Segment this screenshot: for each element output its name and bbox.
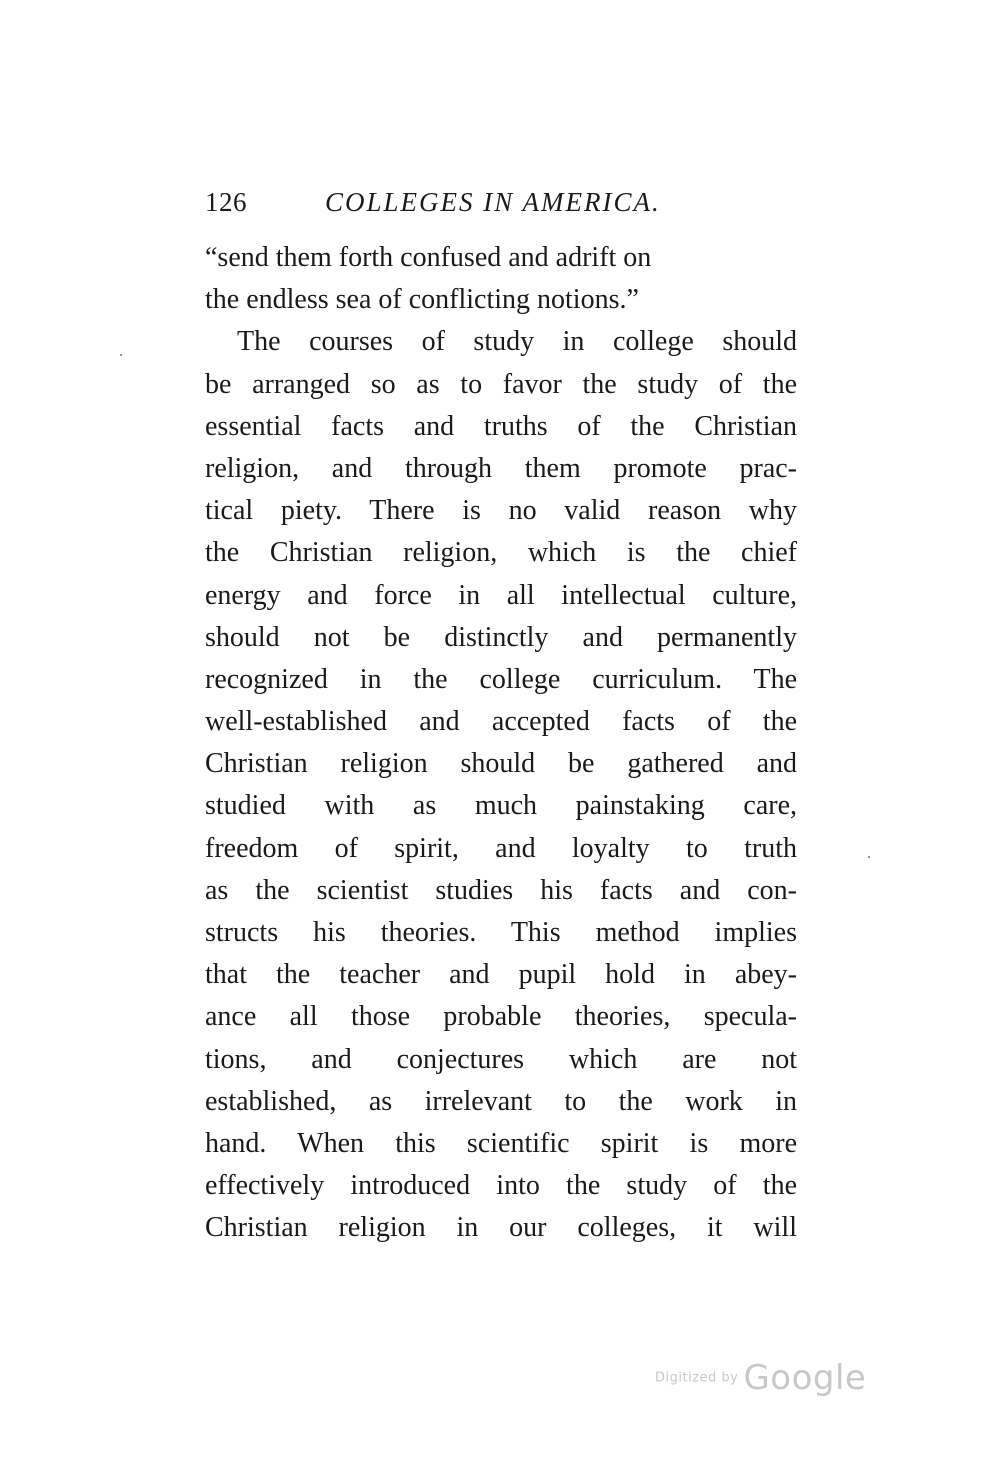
- text-line: well-established and accepted facts of the: [205, 706, 797, 738]
- text-line: religion, and through them promote prac-: [205, 452, 797, 484]
- scan-speck: [868, 856, 870, 858]
- page-number: 126: [205, 187, 247, 217]
- body-text: [205, 237, 797, 1250]
- text-line: be arranged so as to favor the study of the: [205, 368, 797, 400]
- watermark-brand: Google: [743, 1358, 867, 1398]
- text-line: tical piety. There is no valid reason why: [205, 495, 797, 527]
- text-line: that the teacher and pupil hold in abey-: [205, 959, 797, 991]
- text-line: established, as irrelevant to the work in: [205, 1085, 797, 1117]
- text-line: hand. When this scientific spirit is more: [205, 1127, 797, 1159]
- text-line: recognized in the college curriculum. The: [205, 663, 797, 695]
- text-line: Christian religion in our colleges, it will: [205, 1212, 797, 1244]
- text-line: structs his theories. This method implies: [205, 917, 797, 948]
- digitized-by-watermark: [655, 1358, 866, 1408]
- text-line: ance all those probable theories, specula-: [205, 1001, 797, 1033]
- text-line: should not be distinctly and permanently: [205, 621, 797, 653]
- text-line: as the scientist studies his facts and con-: [205, 874, 797, 906]
- text-line: the Christian religion, which is the chief: [205, 537, 797, 569]
- page-header: [205, 182, 805, 222]
- text-line: studied with as much painstaking care,: [205, 790, 797, 822]
- watermark-prefix: Digitized by: [655, 1370, 739, 1386]
- text-line: The courses of study in college should: [237, 326, 797, 358]
- text-line: effectively introduced into the study of the: [205, 1170, 797, 1202]
- text-line: tions, and conjectures which are not: [205, 1043, 797, 1075]
- text-line: the endless sea of conflicting notions.”: [205, 284, 639, 316]
- text-line: freedom of spirit, and loyalty to truth: [205, 832, 797, 864]
- text-line: Christian religion should be gathered and: [205, 748, 797, 780]
- text-line: energy and force in all intellectual culture,: [205, 579, 797, 611]
- text-line: essential facts and truths of the Christian: [205, 410, 797, 442]
- text-line: “send them forth confused and adrift on: [205, 242, 652, 273]
- running-title: COLLEGES IN AMERICA.: [325, 187, 661, 217]
- scan-speck: [120, 354, 122, 356]
